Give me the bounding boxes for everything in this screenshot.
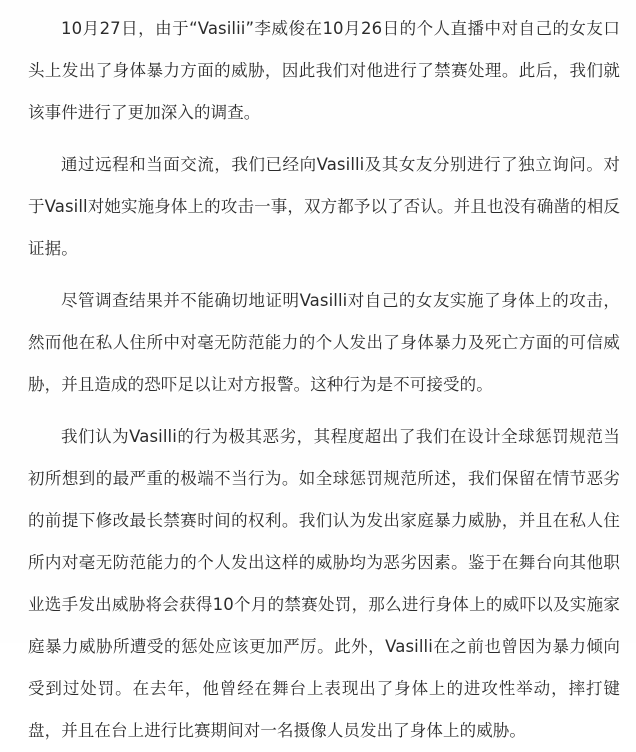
paragraph-1: 10月27日，由于“Vasilii”李威俊在10月26日的个人直播中对自己的女友口头上发出了身体暴力方面的威胁，因此我们对他进行了禁赛处理。此后，我们就该事件进行了更加深入的调查。 — [28, 19, 620, 122]
paragraph-4: 我们认为Vasilli的行为极其恶劣，其程度超出了我们在设计全球惩罚规范当初所想到的最严重的极端不当行为。如全球惩罚规范所述，我们保留在情节恶劣的前提下修改最长禁赛时间的权利。我们认为发出家庭暴力威胁，并且在私人住所内对毫无防范能力的个人发出这样的威胁均为恶劣因素。鉴于在舞台向其他职业选手发出威胁将会获得10个月的禁赛处罚，那么进行身体上的威吓以及实施家庭暴力威胁所遭受的惩处应该更加严厉。此外，Vasilli在之前也曾因为暴力倾向受到过处罚。在去年，他曾经在舞台上表现出了身体上的进攻性举动，摔打键盘，并且在台上进行比赛期间对一名摄像人员发出了身体上的威胁。 — [28, 427, 620, 740]
paragraph-2: 通过远程和当面交流，我们已经向Vasilli及其女友分别进行了独立询问。对于Vasill对她实施身体上的攻击一事，双方都予以了否认。并且也没有确凿的相反证据。 — [28, 155, 620, 258]
paragraph-3: 尽管调查结果并不能确切地证明Vasilli对自己的女友实施了身体上的攻击，然而他在私人住所中对毫无防范能力的个人发出了身体暴力及死亡方面的可信威胁，并且造成的恐吓足以让对方报警。这种行为是不可接受的。 — [28, 291, 620, 394]
